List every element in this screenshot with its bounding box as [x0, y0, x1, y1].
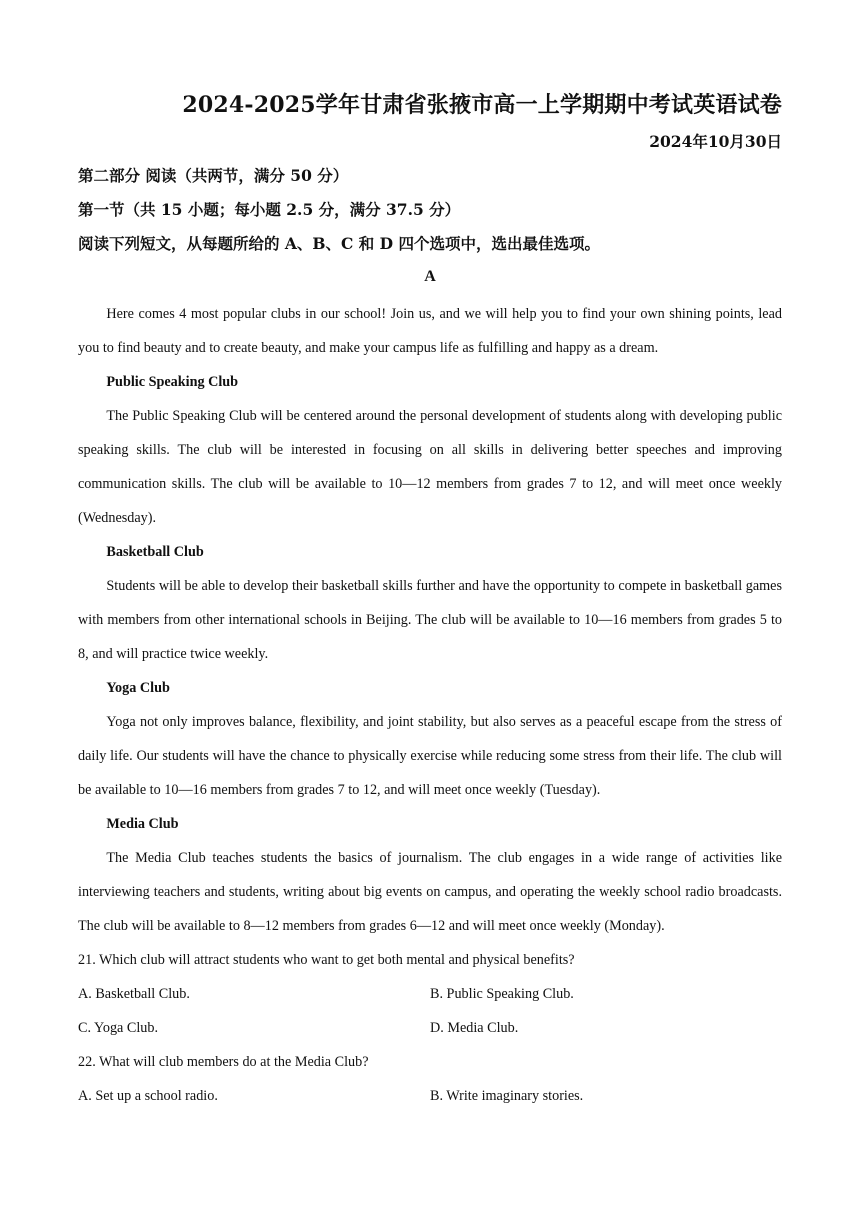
answer-option[interactable]: A. Basketball Club. — [78, 986, 190, 1002]
part-heading: 第二部分 阅读（共两节，满分 50 分） — [78, 166, 349, 185]
answer-option[interactable]: D. Media Club. — [430, 1020, 519, 1036]
section-heading: 第一节（共 15 小题；每小题 2.5 分，满分 37.5 分） — [78, 200, 461, 219]
question-stem: 22. What will club members do at the Media Club? — [78, 1054, 369, 1070]
answer-option[interactable]: A. Set up a school radio. — [78, 1088, 218, 1104]
option-row — [78, 1011, 782, 1045]
answer-option[interactable]: B. Write imaginary stories. — [430, 1088, 584, 1104]
option-row — [78, 977, 782, 1011]
directions: 阅读下列短文，从每题所给的 A、B、C 和 D 四个选项中，选出最佳选项。 — [78, 234, 600, 253]
club-heading: Basketball Club — [106, 544, 204, 560]
question-stem: 21. Which club will attract students who want to get both mental and physical benefits? — [78, 952, 575, 968]
passage-letter: A — [424, 268, 436, 285]
option-row — [78, 1079, 782, 1113]
passage-intro: Here comes 4 most popular clubs in our school! Join us, and we will help you to find your own shining points, lead you to find beauty and to create beauty, and make your campus life as fulfilling and happy as a dream. — [78, 306, 782, 356]
club-heading: Yoga Club — [106, 680, 170, 696]
passage-body — [78, 297, 782, 1113]
answer-option[interactable]: B. Public Speaking Club. — [430, 986, 574, 1002]
club-description: Students will be able to develop their basketball skills further and have the opportunity to compete in basketball games with members from other international schools in Beijing. The club will be available to 10—16 members from grades 5 to 8, and will practice twice weekly. — [78, 578, 782, 662]
club-description: The Public Speaking Club will be centered around the personal development of students along with developing public speaking skills. The club will be interested in focusing on all skills in delivering better speeches and improving communication skills. The club will be available to 10—12 members from grades 7 to 12, and will meet once weekly (Wednesday). — [78, 408, 782, 526]
answer-option[interactable]: C. Yoga Club. — [78, 1020, 159, 1036]
club-heading: Public Speaking Club — [106, 374, 239, 390]
club-description: The Media Club teaches students the basics of journalism. The club engages in a wide range of activities like interviewing teachers and students, writing about big events on campus, and operating the weekly school radio broadcasts. The club will be available to 8—12 members from grades 6—12 and will meet once weekly (Monday). — [78, 850, 782, 934]
exam-title: 2024-2025学年甘肃省张掖市高一上学期期中考试英语试卷 — [182, 92, 782, 118]
club-description: Yoga not only improves balance, flexibility, and joint stability, but also serves as a peaceful escape from the stress of daily life. Our students will have the chance to physically exercise while reducing some stress from their life. The club will be available to 10—16 members from grades 7 to 12, and will meet once weekly (Tuesday). — [78, 714, 782, 798]
club-heading: Media Club — [106, 816, 179, 832]
exam-date: 2024年10月30日 — [649, 132, 782, 151]
